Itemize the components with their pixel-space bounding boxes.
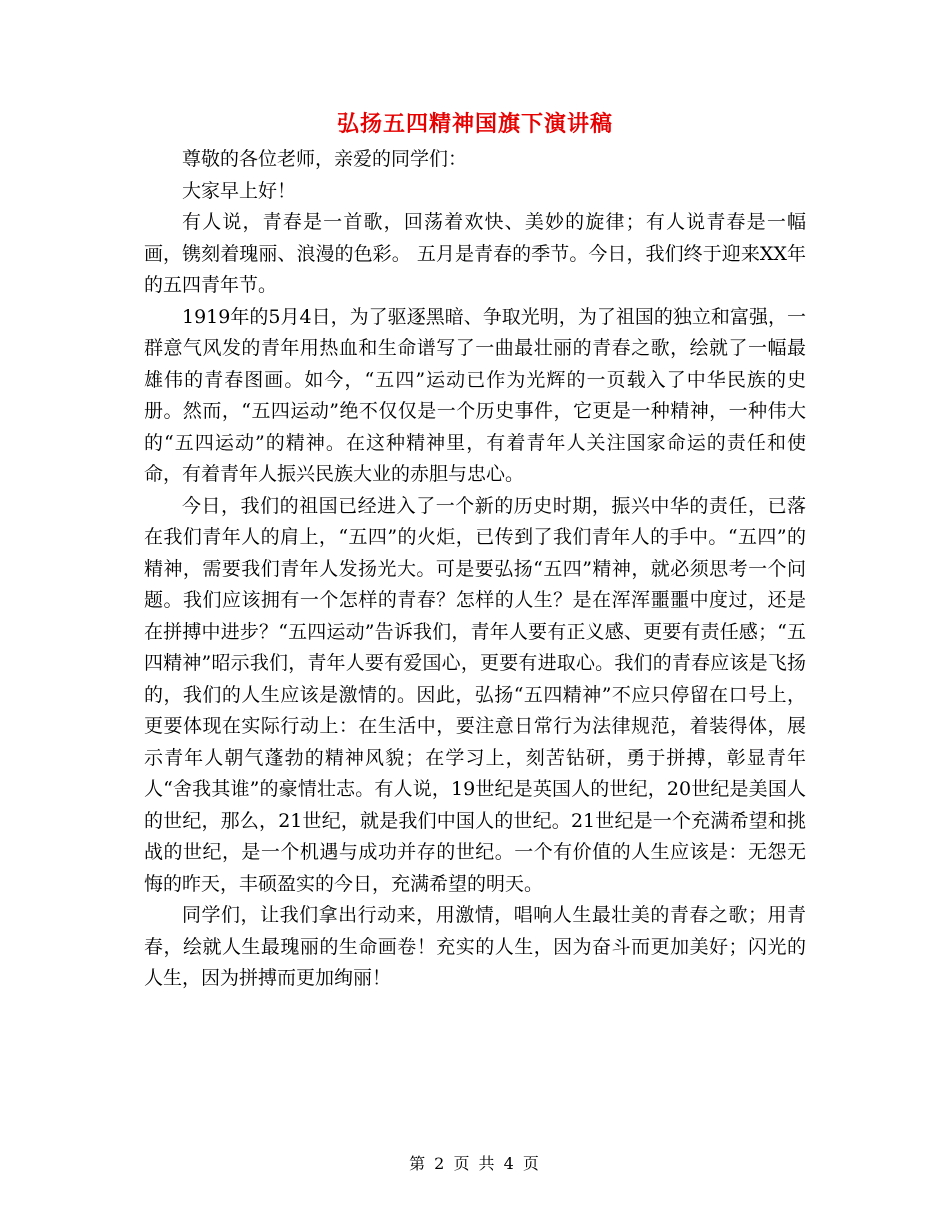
- body-paragraph: 有人说，青春是一首歌，回荡着欢快、美妙的旋律；有人说青春是一幅画，镌刻着瑰丽、浪漫的色彩。 五月是青春的季节。今日，我们终于迎来XX年的五四青年节。: [144, 211, 806, 296]
- page-number-footer: 第 2 页 共 4 页: [409, 1154, 541, 1173]
- closing-paragraph: 同学们，让我们拿出行动来，用激情，唱响人生最壮美的青春之歌；用青春，绘就人生最瑰丽的生命画卷！充实的人生，因为奋斗而更加美好；闪光的人生，因为拼搏而更加绚丽！: [144, 904, 806, 989]
- body-paragraph: 今日，我们的祖国已经进入了一个新的历史时期，振兴中华的责任，已落在我们青年人的肩上，“五四”的火炬，已传到了我们青年人的手中。“五四”的精神，需要我们青年人发扬光大。可是要弘扬“五四”精神，就必须思考一个问题。我们应该拥有一个怎样的青春？怎样的人生？是在浑浑噩噩中度过，还是在拼搏中进步？“五四运动”告诉我们，青年人要有正义感、更要有责任感；“五四精神”昭示我们，青年人要有爱国心，更要有进取心。我们的青春应该是飞扬的，我们的人生应该是激情的。因此，弘扬“五四精神”不应只停留在口号上，更要体现在实际行动上：在生活中，要注意日常行为法律规范，着装得体，展示青年人朝气蓬勃的精神风貌；在学习上，刻苦钻研，勇于拼搏，彰显青年人“舍我其谁”的豪情壮志。有人说，19世纪是英国人的世纪，20世纪是美国人的世纪，那么，21世纪，就是我们中国人的世纪。21世纪是一个充满希望和挑战的世纪，是一个机遇与成功并存的世纪。一个有价值的人生应该是：无怨无悔的昨天，丰硕盈实的今日，充满希望的明天。: [144, 494, 806, 895]
- body-paragraph: 1919年的5月4日，为了驱逐黑暗、争取光明，为了祖国的独立和富强，一群意气风发的青年用热血和生命谱写了一曲最壮丽的青春之歌，绘就了一幅最雄伟的青春图画。如今，“五四”运动已作为光辉的一页载入了中华民族的史册。然而，“五四运动”绝不仅仅是一个历史事件，它更是一种精神，一种伟大的“五四运动”的精神。在这种精神里，有着青年人关注国家命运的责任和使命，有着青年人振兴民族大业的赤胆与忠心。: [144, 305, 806, 485]
- document-body: [144, 144, 806, 995]
- document-title: 弘扬五四精神国旗下演讲稿: [336, 111, 613, 137]
- greeting-paragraph: 大家早上好！: [182, 179, 297, 202]
- salutation-paragraph: 尊敬的各位老师，亲爱的同学们：: [182, 148, 468, 170]
